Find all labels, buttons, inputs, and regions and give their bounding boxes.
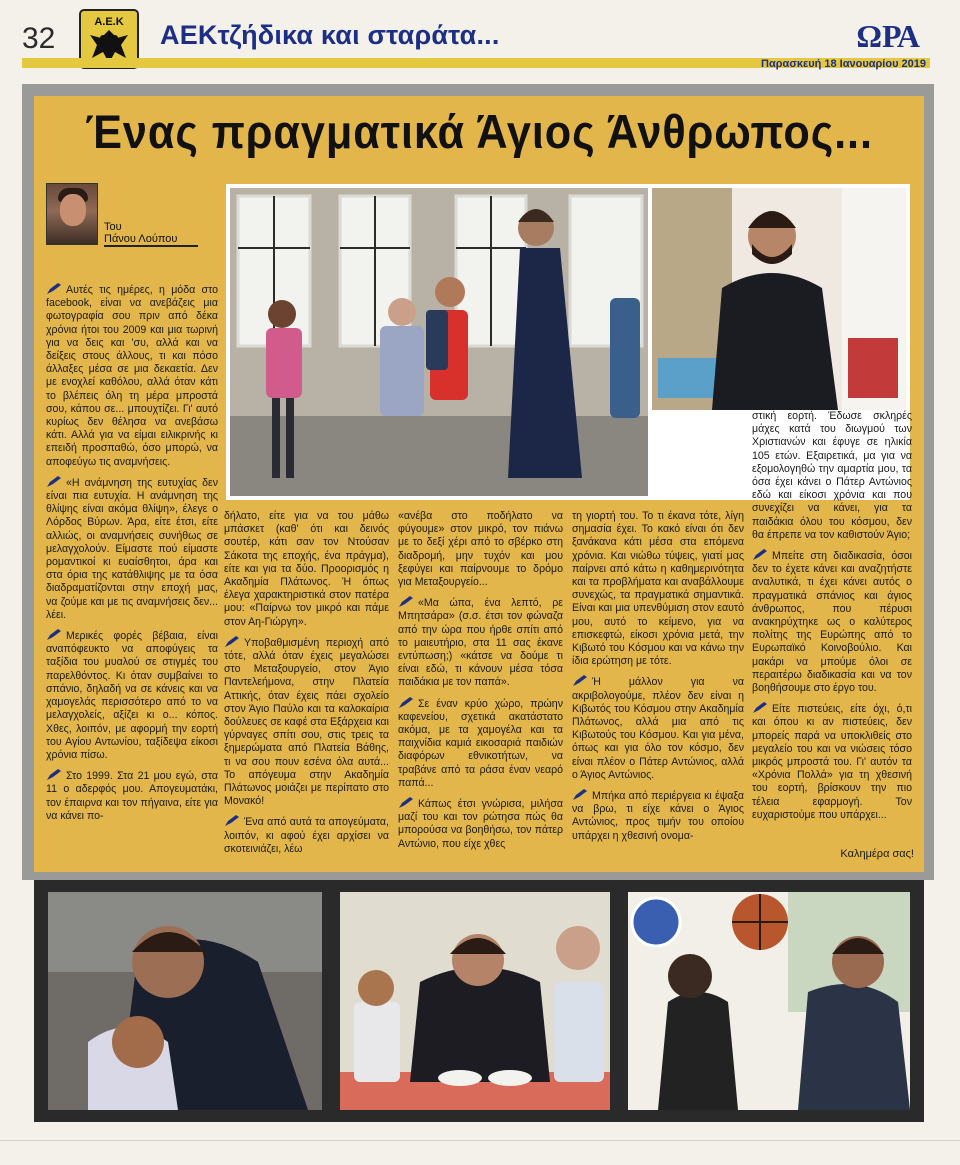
paragraph: Είτε πιστεύεις, είτε όχι, ό,τι και όπου κι αν πιστεύεις, δεν μπορείς παρά να υποκλιθείς στο μεγαλείο του και να νιώσεις τόσο μικρός μπροστά του. Γι' αυτόν τα «Χρόνια Πολλά» για τη χθεσινή του εορτή, βρίσκουν την πιο τέλεια εφαρμογή. Τον ευχαριστούμε που υπάρχει... xyxy=(752,703,912,821)
photo-priest-with-children xyxy=(230,188,648,496)
paragraph: Μπήκα από περιέργεια κι έψαξα να βρω, τι είχε κάνει ο Άγιος Αντώνιος, προς τιμήν του οποίου υπάρχει η χθεσινή ονομα- xyxy=(572,790,744,842)
pen-icon xyxy=(46,475,62,488)
author-label xyxy=(104,221,177,245)
issue-date: Παρασκευή 18 Ιανουαρίου 2019 xyxy=(761,58,926,70)
section-title: ΑΕΚτζήδικα και σταράτα... xyxy=(160,20,500,50)
paragraph: Ή μάλλον για να ακριβολογούμε, πλέον δεν είναι η Κιβωτός του Κόσμου στην Ακαδημία Πλάτωνος, αλλά μια από τις Κιβωτούς του Κόσμου. Και για μένα, όπως και για όλο τον κόσμο, δεν είναι πλέον ο Πάτερ Αντώνιος, αλλά ο Άγιος Αντώνιος. xyxy=(572,676,744,781)
paragraph: δήλατο, είτε για να του μάθω μπάσκετ (καθ' ότι και δεινός σουτέρ, κάτι σαν τον Ντούσαν Σάκοτα της εποχής, ένα πράγμα), είτε και για τα δύο. Προορισμός η Ακαδημία Πλάτωνος. Ή όπως έλεγα χαρακτηριστικά στον πατέρα μου: «Παίρνω τον μικρό και πάμε στον Αη-Γιώργη». xyxy=(224,510,389,628)
paragraph: Μερικές φορές βέβαια, είναι αναπόφευκτο να αποφύγεις τα ταξίδια του μυαλού σε στιγμές του παρελθόντος. Κι όταν συμβαίνει το σπάνιο, δηλαδή να σε κάνεις και να χαμογελάς περισσότερο από το να μελαγχολείς, αξίζει κι ο... κόπος. Χθες, λοιπόν, με αφορμή την εορτή του Αγίου Αντωνίου, ταξίδεψα είκοσι χρόνια πίσω. xyxy=(46,630,218,761)
newspaper-brand: ΩΡΑ xyxy=(856,18,920,54)
footer-rule xyxy=(0,1140,960,1141)
paragraph: στική εορτή. Έδωσε σκληρές μάχες κατά του διωγμού των Χριστιανών και έφυγε σε ηλικία 105 ετών. Εξαιρετικά, μα για να εξομολογηθώ την αμαρτία μου, τα όσα έχει κάνει ο Πάτερ Αντώνιος εδώ και είκοσι χρόνια και που συνεχίζει να κάνει, για τα παιδάκια όλου του κόσμου, δεν θα έπρεπε να τον καθιστούν Άγιο; xyxy=(752,410,912,541)
pen-icon xyxy=(224,814,240,827)
author-photo xyxy=(46,183,98,245)
paragraph: «Η ανάμνηση της ευτυχίας δεν είναι πια ευτυχία. Η ανάμνηση της θλίψης είναι ακόμα θλίψη», έλεγε ο Λόρδος Βύρων. Άρα, είτε έτσι, είτε αλλιώς, οι αναμνήσεις συνήθως σε μελαγχολούν. Είμαστε πού είμαστε ρομαντικοί κι ευαίσθητοι, άρα και στα όρια της κατάθλιψης με τα όσα διαδραματίζονται στην εποχή μας, να ζούμε και με τις αναμνήσεις δεν... λέει. xyxy=(46,476,218,621)
photo-priest-portrait xyxy=(652,188,906,410)
article-column-2 xyxy=(224,510,389,862)
pen-icon xyxy=(46,282,62,295)
author-name: Πάνου Λούπου xyxy=(104,233,178,245)
pen-icon xyxy=(398,796,414,809)
paragraph: Σε έναν κρύο χώρο, πρώην καφενείου, σχετικά ακατάστατο ακόμα, με τα χαμογέλα και τα παιχνίδια καμιά εικοσαριά παιδιών διαφόρων εθνικοτήτων, να τραβάνε από τα ράσα έναν νεαρό παπά... xyxy=(398,697,563,789)
pen-icon xyxy=(46,768,62,781)
pen-icon xyxy=(398,595,414,608)
paragraph: «ανέβα στο ποδήλατο να φύγουμε» στον μικρό, τον πιάνω με το δεξί χέρι από το σβέρκο στη διαδρομή, μην τυχόν και μου ξεφύγει και παίρνουμε το δρόμο για Μεταξουργείο... xyxy=(398,510,563,589)
paragraph: Μπείτε στη διαδικασία, όσοι δεν το έχετε κάνει και αναζητήστε αναλυτικά, τι έχει κάνει αυτός ο πραγματικά σπάνιος και άγιος άνθρωπος, που πέρυσι ανακηρύχτηκε ως ο καλύτερος πολίτης της Ευρώπης από το Ευρωπαϊκό Κοινοβούλιο. Και μακάρι να μπούμε όλοι σε περαιτέρω διαδικασία και να τον βοηθήσουμε στο έργο του. xyxy=(752,550,912,695)
author-prefix: Του xyxy=(104,221,122,233)
pen-icon xyxy=(752,548,768,561)
closing-greeting: Καλημέρα σας! xyxy=(840,848,914,860)
pen-icon xyxy=(224,635,240,648)
paragraph: Αυτές τις ημέρες, η μόδα στο facebook, είναι να ανεβάζεις μια φωτογραφία σου πριν από δέκα χρόνια ήτοι του 2009 και μια τωρινή για να δεις και 'συ, αλλά και να δείξεις στους άλλους, τι και πόσο άλλαξες μέσα σε μια δεκαετία. Δεν με ενοχλεί καθόλου, αλλά όταν κάτι το βλέπεις όλη τη μέρα μπροστά σου, κάπου σε... μπουχτίζει. Γι' αυτό κυρίως δεν θέλησα να ανεβάσω κάτι. Αλλά για να είμαι ειλικρινής κι επειδή προσπαθώ, όσο μπορώ, να αποφεύγω τις αναμνήσεις. xyxy=(46,284,218,468)
article-headline: Ένας πραγματικά Άγιος Άνθρωπος... xyxy=(85,105,873,158)
article-column-3 xyxy=(398,510,563,857)
paragraph: τη γιορτή του. Το τι έκανα τότε, λίγη σημασία έχει. Το κακό είναι ότι δεν ξανάκανα κάτι μέσα στα επόμενα χρόνια. Και νιώθω τύψεις, γιατί μας παίρνει από κάτω η καθημερινότητα και τα προβλήματα και αναβάλλουμε συνεχώς, τα πραγματικά σημαντικά. Είναι και μια υπενθύμιση στον εαυτό μου, αυτό το κείμενο, για να επισκεφτώ, είκοσι χρόνια μετά, την Κιβωτό του Κόσμου και να κάνω την ίδια ερώτηση με τότε. xyxy=(572,510,744,668)
photo-priest-eating-with-children xyxy=(340,892,610,1110)
page-number: 32 xyxy=(22,22,56,55)
pen-icon xyxy=(572,674,588,687)
paragraph: Κάπως έτσι γνώρισα, μιλήσα μαζί του και τον ρώτησα πώς θα μπορούσα να βοηθήσω, τον πάτερ Αντώνιο, που είχε χθες xyxy=(398,798,563,850)
photo-priest-spinning-ball xyxy=(628,892,910,1110)
pen-icon xyxy=(46,628,62,641)
author-byline xyxy=(46,183,198,247)
pen-icon xyxy=(572,788,588,801)
article-column-5 xyxy=(752,410,912,828)
paragraph: Υποβαθμισμένη περιοχή από τότε, αλλά όταν έχεις μεγαλώσει στο Μεταξουργείο, στον Άγιο Παντελεήμονα, στην Πλατεία Αττικής, όταν έχεις πάει σχολείο στον Άγιο Παύλο και τα καλοκαίρια δούλευες σε καφέ στα Εξάρχεια και γύρναγες σπίτι σου, στις τρεις τα ξημερώματα από Πλατεία Βάθης, τι να σου πουν εσένα όλα αυτά... Το απόγευμα στην Ακαδημία Πλάτωνος μοιάζει με περίπατο στο Μονακό! xyxy=(224,636,389,808)
photo-strip xyxy=(34,880,924,1122)
paragraph: Ένα από αυτά τα απογεύματα, λοιπόν, κι αφού έχει αρχίσει να σκοτεινιάζει, λέω xyxy=(224,816,389,855)
article-column-4 xyxy=(572,510,744,849)
pen-icon xyxy=(398,696,414,709)
paragraph: Στο 1999. Στα 21 μου εγώ, στα 11 ο αδερφός μου. Απογευματάκι, τον έπαιρνα και τον πήγαινα, είτε για να κάνει πο- xyxy=(46,770,218,822)
logo-text: Α.Ε.Κ xyxy=(94,16,124,28)
pen-icon xyxy=(752,701,768,714)
photo-priest-hugging-child xyxy=(48,892,322,1110)
article-column-1 xyxy=(46,282,218,829)
paragraph: «Μα ώπα, ένα λεπτό, ρε Μπητσάρα» (σ.σ. έτσι τον φώναζα από την ώρα που ήρθε σπίτι από το μαιευτήριο, στα 11 σας έκανε εντύπωση;) «κάτσε να δούμε τι είναι εδώ, τι κάνουν μέσα τόσα παιδάκια με τον παπά». xyxy=(398,597,563,689)
